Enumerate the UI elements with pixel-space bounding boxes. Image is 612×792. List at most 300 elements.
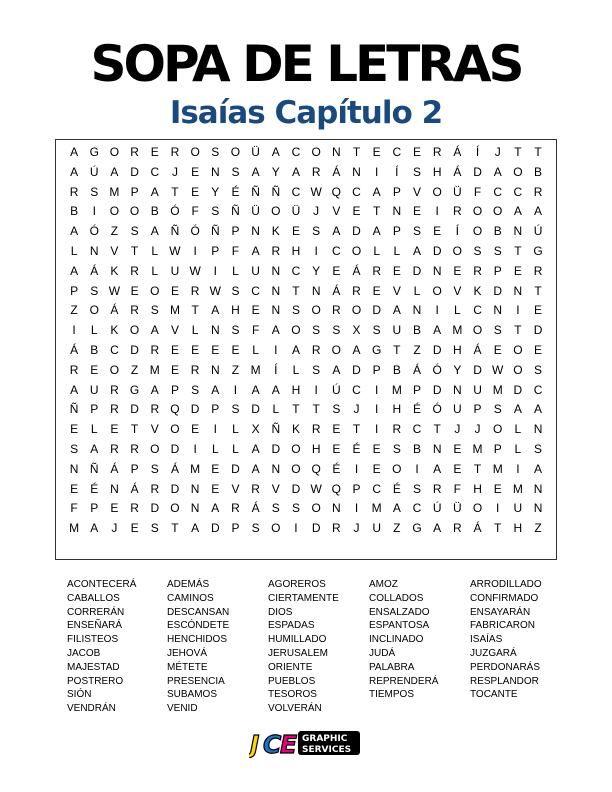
grid-letter: Ü: [291, 204, 301, 219]
grid-letter: E: [291, 224, 300, 239]
grid-letter: E: [110, 501, 119, 516]
grid-letter: E: [493, 481, 502, 496]
word-list-item: JUZGARÁ: [470, 647, 517, 659]
grid-letter: E: [170, 362, 179, 377]
grid-letter: T: [312, 402, 320, 417]
grid-letter: H: [453, 342, 462, 357]
grid-letter: R: [150, 342, 160, 357]
grid-row: [64, 262, 548, 282]
word-list-item: PERDONARÁS: [470, 661, 541, 673]
grid-letter: S: [413, 481, 422, 496]
grid-letter: K: [473, 283, 482, 298]
grid-letter: Á: [251, 501, 260, 516]
grid-letter: R: [432, 481, 442, 496]
grid-letter: P: [231, 224, 240, 239]
grid-letter: A: [150, 323, 159, 338]
word-list-item: HENCHIDOS: [167, 634, 228, 646]
word-list-item: SUBAMOS: [167, 689, 218, 701]
grid-letter: A: [493, 164, 502, 179]
grid-letter: N: [513, 224, 523, 239]
grid-letter: O: [351, 303, 362, 318]
grid-letter: A: [90, 441, 99, 456]
grid-letter: S: [392, 441, 401, 456]
grid-letter: Á: [332, 164, 341, 179]
grid-letter: E: [413, 145, 422, 159]
grid-letter: N: [210, 164, 220, 179]
grid-letter: I: [274, 342, 278, 357]
grid-letter: T: [352, 422, 361, 437]
grid-letter: F: [70, 501, 78, 516]
word-list-item: ENSALZADO: [369, 606, 430, 618]
grid-letter: N: [190, 501, 200, 516]
grid-letter: Q: [311, 461, 321, 476]
grid-letter: I: [72, 323, 76, 338]
grid-letter: O: [472, 204, 483, 219]
grid-letter: W: [209, 283, 221, 298]
grid-letter: P: [211, 402, 220, 417]
grid-letter: N: [331, 145, 341, 159]
grid-letter: E: [251, 303, 260, 318]
grid-letter: E: [191, 184, 200, 199]
grid-row: [64, 242, 548, 262]
word-list-item: AMOZ: [369, 579, 398, 590]
grid-letter: T: [372, 204, 381, 219]
grid-letter: E: [90, 362, 99, 377]
grid-letter: T: [292, 283, 300, 298]
grid-letter: I: [354, 461, 359, 476]
grid-letter: A: [251, 461, 260, 476]
grid-letter: R: [190, 283, 200, 298]
grid-letter: B: [90, 342, 99, 357]
grid-letter: N: [311, 283, 321, 298]
grid-letter: E: [493, 342, 502, 357]
grid-letter: P: [70, 283, 79, 298]
grid-row: [64, 499, 548, 519]
grid-letter: V: [170, 323, 179, 338]
word-list-item: ENSEÑARÁ: [67, 620, 123, 632]
grid-letter: L: [292, 362, 300, 377]
grid-letter: T: [433, 422, 441, 437]
grid-letter: E: [372, 461, 381, 476]
grid-letter: Z: [413, 342, 421, 357]
grid-letter: N: [392, 204, 402, 219]
grid-letter: R: [190, 362, 200, 377]
grid-letter: B: [70, 204, 79, 219]
grid-letter: M: [492, 461, 503, 476]
grid-letter: O: [109, 204, 120, 219]
grid-letter: A: [433, 323, 442, 338]
grid-letter: Y: [271, 164, 280, 179]
grid-letter: S: [493, 402, 502, 417]
grid-row: [64, 519, 548, 539]
grid-letter: Í: [395, 164, 399, 179]
grid-letter: I: [294, 521, 298, 536]
grid-letter: R: [110, 402, 119, 417]
grid-letter: E: [70, 422, 79, 437]
grid-letter: Z: [534, 521, 542, 536]
grid-letter: R: [331, 521, 341, 536]
grid-letter: A: [392, 303, 401, 318]
grid-letter: S: [312, 224, 321, 239]
grid-letter: Q: [170, 402, 180, 417]
grid-letter: G: [371, 342, 382, 357]
grid-letter: S: [231, 402, 240, 417]
grid-letter: S: [291, 501, 300, 516]
grid-letter: A: [291, 164, 300, 179]
grid-letter: L: [413, 283, 421, 298]
grid-letter: R: [311, 164, 321, 179]
grid-letter: Ñ: [271, 184, 281, 199]
grid-letter: A: [150, 382, 159, 397]
grid-letter: I: [354, 501, 359, 516]
grid-letter: D: [513, 382, 523, 397]
grid-letter: D: [372, 303, 381, 318]
grid-letter: I: [92, 204, 96, 219]
grid-letter: N: [89, 243, 99, 258]
grid-letter: D: [352, 224, 361, 239]
grid-letter: B: [413, 323, 422, 338]
grid-letter: E: [453, 441, 462, 456]
grid-letter: I: [496, 501, 500, 516]
grid-letter: O: [472, 323, 483, 338]
word-list-item: ENSAYARÁN: [470, 606, 531, 618]
grid-letter: G: [129, 382, 140, 397]
grid-letter: S: [473, 243, 482, 258]
grid-letter: C: [392, 145, 402, 159]
grid-letter: A: [191, 521, 200, 536]
grid-letter: U: [251, 263, 260, 278]
grid-letter: A: [110, 164, 119, 179]
word-list-item: PALABRA: [369, 661, 415, 673]
grid-letter: O: [493, 204, 503, 219]
grid-letter: P: [130, 461, 139, 476]
grid-letter: Á: [170, 461, 179, 476]
grid-letter: E: [372, 441, 381, 456]
grid-letter: C: [291, 184, 301, 199]
grid-letter: A: [392, 501, 401, 516]
grid-letter: D: [130, 164, 139, 179]
grid-letter: S: [332, 323, 341, 338]
grid-letter: T: [494, 521, 502, 536]
grid-letter: A: [70, 224, 79, 239]
grid-letter: C: [412, 501, 422, 516]
grid-letter: A: [332, 362, 341, 377]
grid-letter: Y: [312, 263, 321, 278]
word-list-item: VENID: [167, 703, 198, 715]
letter-grid-frame: [55, 139, 557, 560]
grid-letter: L: [151, 243, 159, 258]
grid-letter: L: [211, 441, 219, 456]
grid-letter: I: [435, 303, 439, 318]
grid-letter: E: [110, 422, 119, 437]
grid-letter: A: [150, 184, 159, 199]
grid-letter: W: [310, 481, 322, 496]
grid-letter: J: [313, 204, 320, 219]
grid-letter: L: [232, 422, 239, 437]
grid-letter: T: [534, 145, 542, 159]
grid-letter: E: [231, 342, 240, 357]
grid-letter: E: [150, 145, 159, 159]
grid-letter: O: [230, 145, 241, 159]
grid-letter: S: [150, 461, 159, 476]
grid-letter: R: [311, 342, 321, 357]
grid-letter: U: [392, 323, 402, 338]
grid-letter: M: [472, 441, 483, 456]
grid-letter: N: [513, 283, 523, 298]
grid-letter: U: [453, 402, 462, 417]
grid-letter: T: [514, 243, 522, 258]
grid-letter: O: [271, 204, 281, 219]
grid-letter: E: [130, 521, 139, 536]
grid-letter: A: [372, 184, 381, 199]
grid-letter: C: [331, 243, 341, 258]
svg-text:J: J: [250, 730, 258, 758]
grid-letter: N: [412, 303, 422, 318]
word-list-item: FABRICARON: [470, 620, 536, 632]
grid-letter: Á: [453, 164, 462, 179]
grid-letter: O: [109, 145, 120, 159]
grid-letter: Ü: [453, 501, 462, 516]
grid-letter: A: [70, 145, 79, 159]
grid-letter: U: [170, 263, 180, 278]
grid-letter: E: [453, 263, 462, 278]
grid-letter: R: [271, 243, 281, 258]
grid-letter: J: [353, 521, 360, 536]
grid-letter: G: [412, 521, 422, 536]
grid-letter: T: [534, 283, 542, 298]
grid-letter: A: [534, 402, 543, 417]
word-list-item: MÉTETE: [167, 661, 208, 673]
word-list-item: CABALLOS: [67, 592, 120, 604]
grid-letter: O: [311, 145, 321, 159]
letter-grid: [64, 143, 548, 539]
grid-letter: I: [516, 461, 520, 476]
grid-letter: O: [271, 521, 281, 536]
grid-row: [64, 480, 548, 500]
grid-letter: R: [170, 145, 180, 159]
grid-letter: D: [231, 461, 240, 476]
grid-letter: O: [170, 501, 180, 516]
word-list-item: CAMINOS: [167, 592, 214, 604]
grid-letter: A: [372, 224, 381, 239]
grid-letter: M: [250, 362, 261, 377]
grid-letter: P: [90, 501, 99, 516]
word-list-item: ESPANTOSA: [369, 620, 430, 632]
grid-letter: S: [251, 521, 260, 536]
grid-letter: Ó: [170, 204, 180, 219]
grid-letter: Á: [70, 342, 79, 357]
grid-letter: O: [291, 441, 301, 456]
grid-letter: N: [432, 263, 442, 278]
word-list-item: VOLVERÁN: [268, 703, 322, 715]
grid-letter: J: [171, 164, 178, 179]
grid-letter: S: [211, 204, 220, 219]
grid-letter: S: [332, 402, 341, 417]
grid-letter: P: [493, 263, 502, 278]
grid-letter: R: [130, 263, 139, 278]
grid-letter: N: [331, 501, 341, 516]
grid-letter: A: [251, 164, 260, 179]
grid-row: [64, 321, 548, 341]
grid-letter: C: [372, 481, 381, 496]
grid-letter: H: [311, 441, 321, 456]
grid-letter: N: [271, 461, 281, 476]
grid-letter: O: [150, 283, 160, 298]
grid-letter: D: [190, 402, 200, 417]
grid-letter: Á: [110, 461, 119, 476]
grid-letter: I: [374, 164, 379, 179]
grid-letter: Ú: [89, 164, 99, 179]
grid-letter: E: [433, 224, 442, 239]
grid-letter: R: [352, 283, 361, 298]
grid-letter: T: [130, 243, 139, 258]
grid-letter: N: [533, 481, 543, 496]
grid-letter: G: [89, 145, 99, 159]
grid-letter: K: [110, 263, 119, 278]
grid-letter: N: [271, 303, 281, 318]
grid-row: [64, 163, 548, 183]
grid-letter: C: [412, 422, 422, 437]
grid-letter: E: [534, 303, 543, 318]
grid-letter: Ó: [432, 402, 442, 417]
grid-letter: Á: [352, 263, 361, 278]
grid-letter: M: [492, 382, 503, 397]
grid-letter: R: [392, 422, 402, 437]
grid-letter: V: [150, 422, 159, 437]
grid-letter: O: [432, 184, 442, 199]
grid-letter: R: [69, 362, 79, 377]
grid-letter: Z: [110, 224, 119, 239]
grid-letter: C: [352, 382, 361, 397]
word-list-item: TIEMPOS: [369, 689, 415, 701]
grid-letter: É: [90, 481, 99, 496]
grid-letter: A: [433, 521, 442, 536]
grid-letter: L: [393, 243, 401, 258]
grid-row: [64, 361, 548, 381]
word-list-item: ESCÓNDETE: [167, 620, 230, 632]
grid-letter: L: [232, 441, 239, 456]
grid-letter: H: [291, 382, 301, 397]
grid-letter: M: [109, 184, 120, 199]
grid-row: [64, 143, 548, 163]
word-list-item: FILISTEOS: [67, 634, 119, 646]
grid-letter: E: [513, 263, 522, 278]
word-list-item: INCLINADO: [369, 634, 424, 646]
grid-letter: E: [332, 263, 341, 278]
grid-letter: O: [150, 441, 160, 456]
grid-letter: L: [252, 342, 259, 357]
grid-letter: D: [271, 441, 281, 456]
grid-letter: Á: [110, 303, 119, 318]
grid-letter: U: [372, 521, 381, 536]
word-list-item: PUEBLOS: [268, 675, 316, 687]
grid-letter: K: [271, 224, 280, 239]
grid-letter: T: [130, 422, 139, 437]
word-list-item: JUDÁ: [369, 647, 396, 659]
grid-letter: N: [210, 323, 220, 338]
grid-letter: L: [514, 441, 522, 456]
grid-letter: N: [352, 164, 361, 179]
grid-letter: Í: [475, 145, 480, 159]
grid-letter: S: [312, 323, 321, 338]
grid-letter: C: [291, 145, 301, 159]
grid-letter: S: [70, 441, 79, 456]
grid-letter: R: [331, 303, 341, 318]
grid-letter: S: [150, 521, 159, 536]
grid-letter: D: [130, 402, 139, 417]
grid-letter: N: [271, 263, 281, 278]
grid-letter: Ü: [251, 204, 260, 219]
word-list-item: JEHOVÁ: [167, 647, 208, 659]
word-list-item: PRESENCIA: [167, 675, 225, 687]
word-list-item: TESOROS: [268, 689, 317, 701]
svg-text:C: C: [263, 730, 280, 758]
grid-letter: S: [291, 303, 300, 318]
grid-letter: A: [352, 342, 361, 357]
word-list-item: HUMILLADO: [268, 634, 327, 646]
grid-letter: N: [453, 382, 462, 397]
grid-letter: E: [372, 145, 381, 159]
grid-letter: P: [352, 481, 361, 496]
grid-letter: N: [69, 461, 79, 476]
grid-letter: T: [171, 184, 179, 199]
grid-letter: S: [231, 283, 240, 298]
grid-letter: R: [372, 263, 381, 278]
grid-letter: T: [393, 342, 401, 357]
grid-letter: R: [453, 204, 462, 219]
grid-row: [64, 183, 548, 203]
word-list-item: CORRERÁN: [67, 606, 125, 618]
word-list-item: TOCANTE: [470, 689, 518, 701]
grid-letter: H: [231, 303, 240, 318]
grid-letter: R: [110, 382, 119, 397]
grid-letter: D: [412, 263, 422, 278]
grid-letter: Ñ: [69, 402, 79, 417]
grid-letter: V: [392, 283, 401, 298]
page-subtitle: Isaías Capítulo 2: [169, 95, 443, 131]
word-list-item: DESCANSAN: [167, 606, 230, 618]
grid-letter: A: [251, 382, 260, 397]
grid-letter: J: [474, 422, 481, 437]
grid-letter: E: [191, 164, 200, 179]
grid-letter: Á: [473, 521, 482, 536]
grid-letter: L: [373, 243, 380, 258]
grid-letter: F: [231, 243, 240, 258]
word-list-item: AGOREROS: [268, 579, 326, 590]
grid-letter: Ó: [89, 224, 99, 239]
grid-letter: T: [171, 521, 179, 536]
grid-letter: M: [371, 501, 382, 516]
grid-letter: N: [533, 422, 543, 437]
grid-letter: N: [251, 224, 260, 239]
grid-letter: É: [352, 441, 361, 456]
grid-letter: S: [191, 382, 200, 397]
word-list-item: MAJESTAD: [67, 661, 120, 673]
grid-letter: O: [513, 342, 523, 357]
grid-letter: A: [271, 323, 280, 338]
grid-letter: W: [310, 184, 322, 199]
grid-letter: N: [110, 481, 119, 496]
grid-row: [64, 301, 548, 321]
grid-letter: O: [472, 224, 483, 239]
grid-letter: R: [69, 184, 79, 199]
grid-letter: S: [211, 145, 220, 159]
grid-letter: N: [533, 501, 543, 516]
grid-letter: Z: [393, 521, 401, 536]
grid-letter: F: [473, 184, 482, 199]
grid-letter: M: [190, 461, 201, 476]
grid-letter: Á: [473, 342, 482, 357]
